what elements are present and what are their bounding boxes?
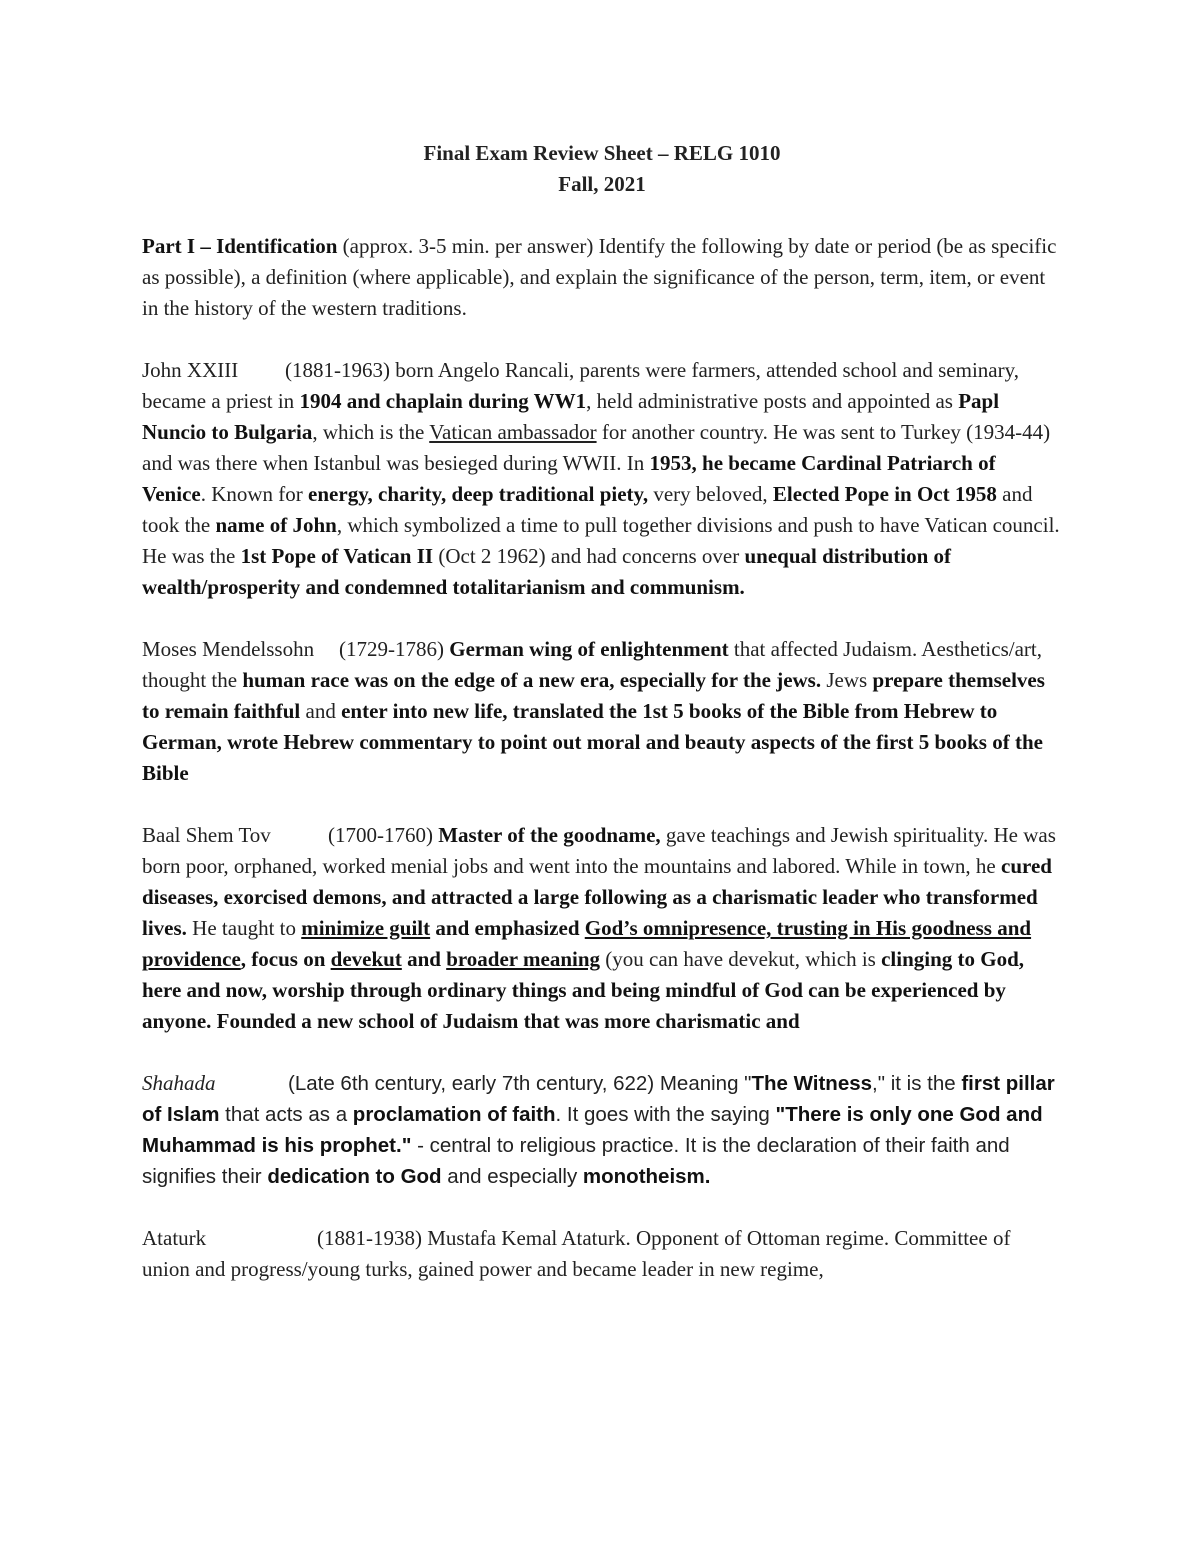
entry-ataturk: Ataturk (1881-1938) Mustafa Kemal Ataturk. Opponent of Ottoman regime. Committee of union and progress/young turks, gained power and became leader in new regime, — [142, 1223, 1062, 1285]
spacer — [142, 200, 1062, 231]
entry-moses-mendelssohn: Moses Mendelssohn (1729-1786) German wing of enlightenment that affected Judaism. Aesthetics/art, thought the human race was on the edge of a new era, especially for the jews. Jews prepare themselves to remain faithful and enter into new life, translated the 1st 5 books of the Bible from Hebrew to German, wrote Hebrew commentary to point out moral and beauty aspects of the first 5 books of the Bible — [142, 634, 1062, 789]
underlined-phrase: broader meaning — [446, 947, 601, 971]
underlined-phrase: God’s omnipresence, trusting in His goodness and providence — [142, 916, 1032, 971]
document-title: Final Exam Review Sheet – RELG 1010 — [423, 141, 781, 165]
entry-term: Baal Shem Tov — [142, 823, 271, 847]
entry-shahada: Shahada (Late 6th century, early 7th century, 622) Meaning "The Witness," it is the first pillar of Islam that acts as a proclamation of faith. It goes with the saying "There is only one God and Muhammad is his prophet." - central to religious practice. It is the declaration of their faith and signifies their dedication to God and especially monotheism. — [142, 1068, 1062, 1192]
entry-john-xxiii: John XXIII (1881-1963) born Angelo Rancali, parents were farmers, attended school and seminary, became a priest in 1904 and chaplain during WW1, held administrative posts and appointed as Papl Nuncio to Bulgaria, which is the Vatican ambassador for another country. He was sent to Turkey (1934-44) and was there when Istanbul was besieged during WWII. In 1953, he became Cardinal Patriarch of Venice. Known for energy, charity, deep traditional piety, very beloved, Elected Pope in Oct 1958 and took the name of John, which symbolized a time to pull together divisions and push to have Vatican council. He was the 1st Pope of Vatican II (Oct 2 1962) and had concerns over unequal distribution of wealth/prosperity and condemned totalitarianism and communism. — [142, 355, 1062, 603]
part1-heading: Part I – Identification — [142, 234, 338, 258]
underlined-phrase: devekut — [330, 947, 402, 971]
entry-term: Shahada — [142, 1071, 216, 1095]
entry-term: Ataturk — [142, 1226, 207, 1250]
underlined-phrase: minimize guilt — [301, 916, 431, 940]
entry-term: Moses Mendelssohn — [142, 637, 315, 661]
entry-baal-shem-tov: Baal Shem Tov (1700-1760) Master of the goodname, gave teachings and Jewish spirituality. He was born poor, orphaned, worked menial jobs and went into the mountains and labored. While in town, he cured diseases, exorcised demons, and attracted a large following as a charismatic leader who transformed lives. He taught to minimize guilt and emphasized God’s omnipresence, trusting in His goodness and providence, focus on devekut and broader meaning (you can have devekut, which is clinging to God, here and now, worship through ordinary things and being mindful of God can be experienced by anyone. Founded a new school of Judaism that was more charismatic and — [142, 820, 1062, 1037]
underlined-phrase: Vatican ambassador — [429, 420, 597, 444]
entry-term: John XXIII — [142, 358, 239, 382]
part1-instructions-text: (approx. 3-5 min. per answer) Identify the following by date or period (be as specific as possible), a definition (where applicable), and explain the significance of the person, term, item, or event in the history of the western traditions. — [142, 234, 1057, 320]
document-term: Fall, 2021 — [558, 172, 646, 196]
part1-instructions — [142, 231, 1062, 324]
document-page — [142, 138, 1062, 1316]
